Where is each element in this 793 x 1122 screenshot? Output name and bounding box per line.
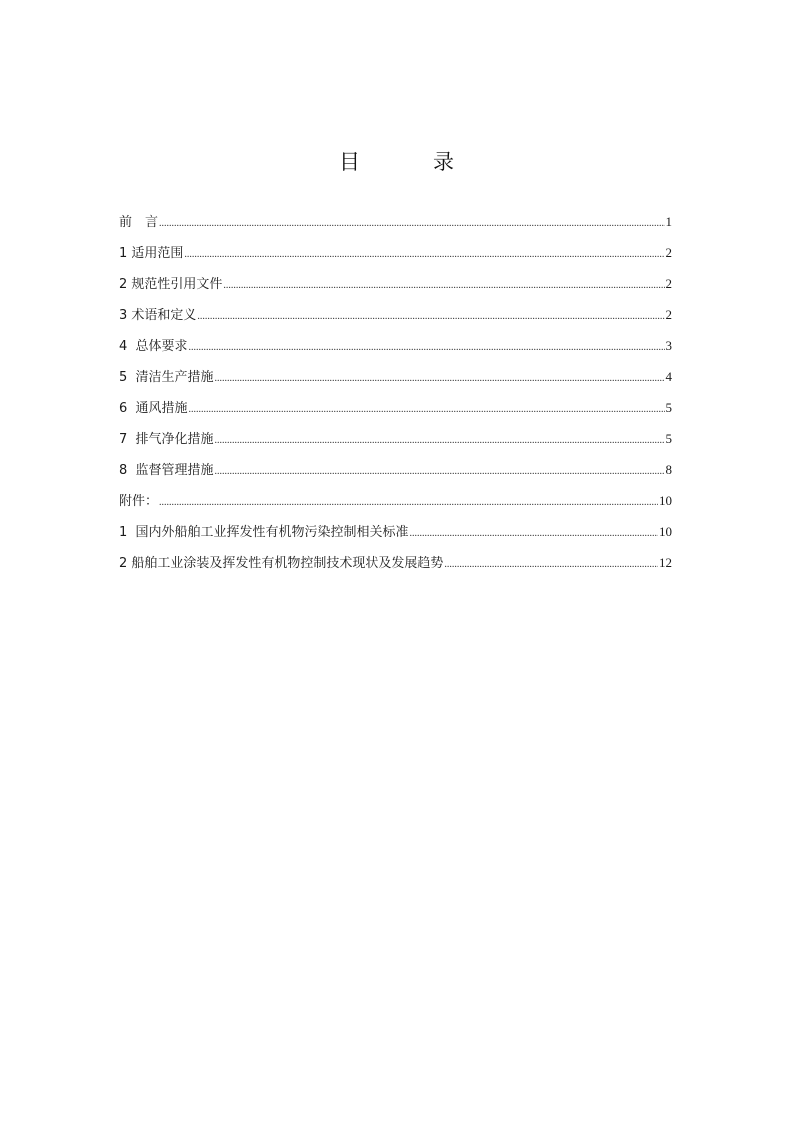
toc-leader-dots	[184, 245, 664, 265]
toc-entry[interactable]	[119, 274, 672, 305]
toc-leader-dots	[215, 431, 665, 451]
toc-page-number: 5	[665, 431, 672, 446]
toc-entry-label: 1 国内外船舶工业挥发性有机物污染控制相关标准	[119, 525, 409, 540]
toc-page-number: 10	[659, 524, 672, 539]
toc-leader-dots	[159, 214, 664, 234]
toc-page-number: 4	[665, 369, 672, 384]
toc-entry-label: 6 通风措施	[119, 401, 188, 416]
toc-page-number: 12	[659, 555, 672, 570]
toc-entry[interactable]	[119, 491, 672, 522]
toc-leader-dots	[215, 369, 665, 389]
toc-entry-label: 2 船舶工业涂装及挥发性有机物控制技术现状及发展趋势	[119, 556, 444, 571]
page-title: 目 录	[339, 150, 480, 174]
toc-entry[interactable]	[119, 460, 672, 491]
toc-entry-label: 8 监督管理措施	[119, 463, 214, 478]
toc-leader-dots	[410, 524, 658, 544]
toc-entry-label: 3 术语和定义	[119, 308, 197, 323]
toc-leader-dots	[444, 555, 658, 575]
table-of-contents	[119, 212, 672, 584]
toc-entry-label: 1 适用范围	[119, 246, 184, 261]
toc-page-number: 3	[665, 338, 672, 353]
toc-leader-dots	[215, 462, 665, 482]
toc-leader-dots	[197, 307, 664, 327]
toc-leader-dots	[189, 400, 665, 420]
toc-leader-dots	[223, 276, 664, 296]
toc-entry-label: 4 总体要求	[119, 339, 188, 354]
toc-page-number: 1	[665, 214, 672, 229]
toc-entry[interactable]	[119, 367, 672, 398]
toc-entry-label: 附件：	[119, 494, 159, 509]
toc-entry-label: 前 言	[119, 215, 159, 230]
toc-entry[interactable]	[119, 305, 672, 336]
toc-entry-label: 2 规范性引用文件	[119, 277, 223, 292]
toc-entry[interactable]	[119, 336, 672, 367]
toc-page-number: 2	[665, 276, 672, 291]
toc-page-number: 10	[659, 493, 672, 508]
toc-leader-dots	[159, 493, 658, 513]
toc-page-number: 2	[665, 245, 672, 260]
toc-entry[interactable]	[119, 398, 672, 429]
toc-entry[interactable]	[119, 243, 672, 274]
toc-page-number: 8	[665, 462, 672, 477]
toc-entry-label: 7 排气净化措施	[119, 432, 214, 447]
toc-entry[interactable]	[119, 212, 672, 243]
toc-entry-label: 5 清洁生产措施	[119, 370, 214, 385]
toc-page-number: 5	[665, 400, 672, 415]
toc-entry[interactable]	[119, 522, 672, 553]
toc-page-number: 2	[665, 307, 672, 322]
toc-leader-dots	[189, 338, 665, 358]
toc-entry[interactable]	[119, 553, 672, 584]
toc-entry[interactable]	[119, 429, 672, 460]
